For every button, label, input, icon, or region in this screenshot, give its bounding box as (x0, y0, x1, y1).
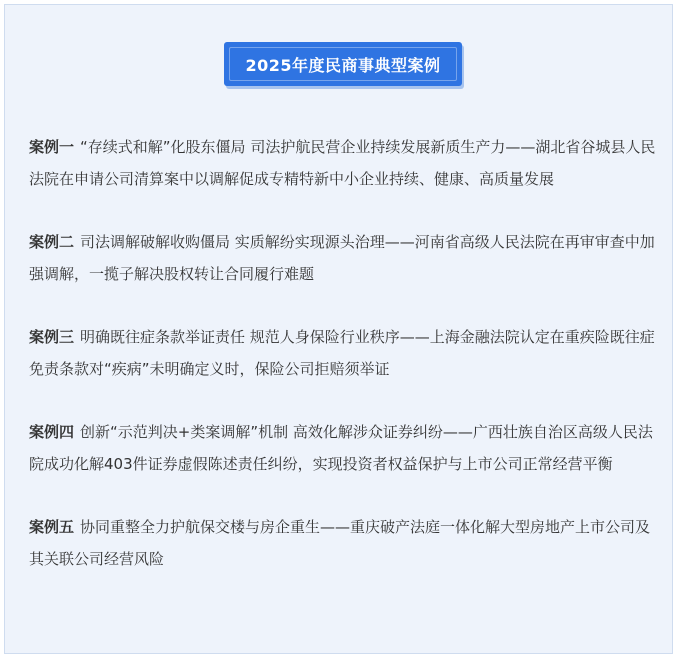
case-item-5 (29, 511, 665, 575)
case-text: 协同重整全力护航保交楼与房企重生——重庆破产法庭一体化解大型房地产上市公司及其关联公司经营风险 (29, 518, 651, 568)
page-title: 2025年度民商事典型案例 (245, 55, 441, 75)
case-item-3 (29, 321, 665, 385)
case-label: 案例五 (29, 518, 75, 536)
case-label: 案例一 (29, 138, 75, 156)
case-item-1 (29, 131, 665, 195)
content-panel (4, 4, 673, 654)
case-text: 明确既往症条款举证责任 规范人身保险行业秩序——上海金融法院认定在重疾险既往症免责条款对“疾病”未明确定义时，保险公司拒赔须举证 (29, 328, 655, 378)
case-label: 案例四 (29, 423, 75, 441)
case-text: 司法调解破解收购僵局 实质解纷实现源头治理——河南省高级人民法院在再审审查中加强调解，一揽子解决股权转让合同履行难题 (29, 233, 655, 283)
case-list (29, 131, 665, 606)
title-badge (224, 42, 462, 86)
case-text: “存续式和解”化股东僵局 司法护航民营企业持续发展新质生产力——湖北省谷城县人民法院在申请公司清算案中以调解促成专精特新中小企业持续、健康、高质量发展 (29, 138, 656, 188)
case-item-2 (29, 226, 665, 290)
case-text: 创新“示范判决+类案调解”机制 高效化解涉众证券纠纷——广西壮族自治区高级人民法院成功化解403件证券虚假陈述责任纠纷，实现投资者权益保护与上市公司正常经营平衡 (29, 423, 653, 473)
case-label: 案例三 (29, 328, 75, 346)
case-item-4 (29, 416, 665, 480)
case-label: 案例二 (29, 233, 75, 251)
